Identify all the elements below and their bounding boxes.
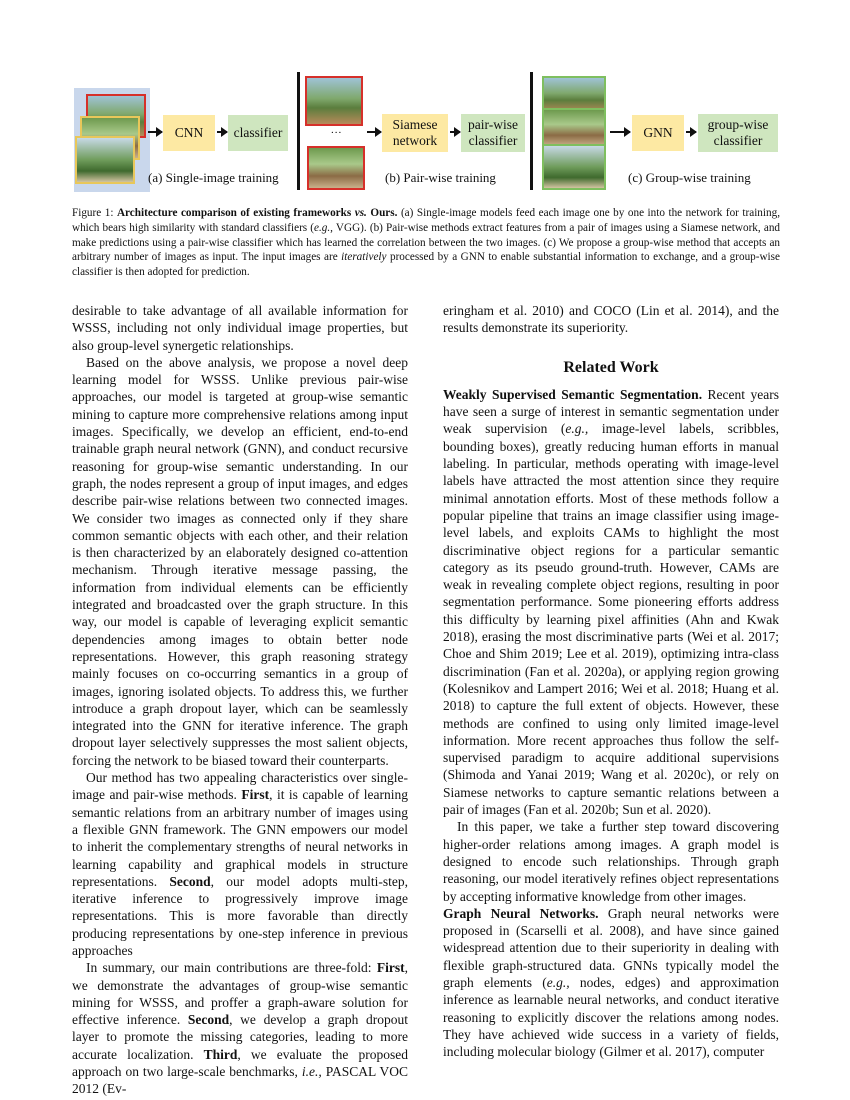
left-column [72, 302, 408, 1098]
group-wise-classifier-box [698, 114, 778, 152]
pair-classifier-line1: pair-wise [468, 117, 518, 132]
figure-1 [72, 72, 780, 196]
cnn-label: CNN [174, 125, 204, 140]
subsection-title: Weakly Supervised Semantic Segmentation. [443, 386, 703, 402]
arrow [610, 131, 630, 133]
paragraph: Based on the above analysis, we propose a novel deep learning model for WSSS. Unlike previous pair-wise approaches, our model is targeted at group-wise semantic mining to capture more comprehensive relations among input images. Specifically, we develop an efficient, end-to-end trainable graph neural network (GNN), and conduct recursive reasoning for group-wise semantic understanding. In our graph, the nodes represent a group of input images, and edges describe pair-wise relations between two connected images. We consider two images as connected only if they share common semantic objects with each other, and their relation is then characterized by an elaborately designed co-attention mechanism. Through iterative message passing, the information from individual elements can be efficiently integrated and broadcasted over the graph structure. In this way, our model is capable of leveraging explicit semantic dependencies among images to obtain better node representations. However, this graph reasoning strategy mainly focuses on co-occurring semantics in a group of images, ignoring isolated objects. To address this, we further introduce a graph dropout layer, which can be seamlessly integrated into the GNN for iterative inference. The graph dropout layer selectively suppresses the most salient objects, forcing the network to be biased toward their counterparts. [72, 354, 408, 768]
panel-pair-wise [305, 72, 525, 196]
input-image [542, 108, 606, 148]
input-image-2 [307, 146, 365, 190]
panel-divider [297, 72, 300, 190]
panel-single-image [72, 72, 292, 196]
siamese-line1: Siamese [392, 117, 438, 132]
section-heading: Related Work [563, 358, 659, 376]
right-column [443, 302, 779, 1060]
gnn-box [632, 115, 684, 151]
cnn-box [163, 115, 215, 151]
caption-text: (a) Single-image models feed each image one by one into the network for training, which bears high similarity with standard classifiers ( [72, 207, 780, 234]
group-classifier-line2: classifier [713, 133, 763, 148]
arrow [367, 131, 381, 133]
input-image [75, 136, 135, 184]
caption-text: processed by a GNN to enable substantial information to exchange, and a group-wise classifier is then adopted for prediction. [72, 251, 780, 279]
input-image [542, 144, 606, 190]
siamese-line2: network [392, 133, 438, 148]
siamese-network-box [382, 114, 448, 152]
paragraph: eringham et al. 2010) and COCO (Lin et al. 2014), and the results demonstrate its superiority. [443, 303, 779, 336]
paragraph: Graph Neural Networks. Graph neural networks were proposed in (Scarselli et al. 2008), and have since gained widespread attention due to their superiority in dealing with flexible graph-structured data. GNNs typically model the graph elements (e.g., nodes, edges) and approximation inference as learnable neural networks, and conduct iterative reasoning to explicitly discover the relations among nodes. They have achieved wide success in a variety of fields, including molecular biology (Gilmer et al. 2017), computer [443, 905, 780, 1060]
subsection-title: Graph Neural Networks. [443, 905, 599, 921]
group-classifier-line1: group-wise [707, 117, 769, 132]
classifier-box [228, 115, 288, 151]
arrow [450, 131, 460, 133]
classifier-label: classifier [233, 125, 283, 140]
panel-b-label: (b) Pair-wise training [385, 170, 496, 185]
caption-prefix: Figure 1: [72, 207, 117, 219]
caption-eg: e.g., [314, 221, 333, 234]
caption-bold-end: Ours. [366, 207, 398, 219]
panel-group-wise [540, 72, 780, 196]
caption-iteratively: iteratively [341, 251, 387, 264]
panel-divider [530, 72, 533, 190]
arrow [217, 131, 227, 133]
paragraph: desirable to take advantage of all available information for WSSS, including not only individual image properties, but also group-level synergetic relationships. [72, 303, 408, 353]
input-image-1 [305, 76, 363, 126]
caption-bold: Architecture comparison of existing frameworks [116, 207, 355, 219]
pair-classifier-line2: classifier [468, 133, 518, 148]
paragraph: Our method has two appealing characteristics over single-image and pair-wise methods. First, it is capable of learning semantic relations from an arbitrary number of images using a flexible GNN framework. The GNN empowers our model to inherit the complementary strengths of neural networks in learning capability and graphical models in structure representations. Second, our model adopts multi-step, iterative inference to progressively improve image representations. This is more favorable than directly producing representations by one-step inference in previous approaches [72, 770, 408, 958]
caption-text: VGG). (b) Pair-wise methods extract features from a pair of images using a Siamese network, and make predictions using a pair-wise classifier which has learned the correlation between the two images. (c) We propose a group-wise method that accepts an arbitrary number of images as input. The input images are [72, 221, 781, 264]
panel-c-label: (c) Group-wise training [628, 170, 751, 185]
panel-a-label: (a) Single-image training [148, 170, 279, 185]
gnn-label: GNN [643, 125, 673, 140]
figure-caption [72, 206, 780, 280]
arrow [686, 131, 696, 133]
arrow [148, 131, 162, 133]
paragraph: In summary, our main contributions are three-fold: First, we demonstrate the advantages of group-wise semantic mining for WSSS, and proffer a graph-aware solution for effective inference. Second, we develop a graph dropout layer to promote the missing categories, leading to more accurate localization. Third, we evaluate the proposed approach on two large-scale benchmarks, i.e., PASCAL VOC 2012 (Ev- [72, 960, 408, 1097]
caption-bold-italic: vs. [354, 207, 367, 219]
paragraph: In this paper, we take a further step toward discovering higher-order relations among images. A graph model is designed to encode such relationships. Through graph reasoning, our model iteratively refines object representations by accepting informative knowledge from other images. [443, 819, 779, 904]
ellipsis: ... [331, 124, 343, 136]
paragraph: Weakly Supervised Semantic Segmentation. Recent years have seen a surge of interest in semantic segmentation under weak supervision (e.g., image-level labels, scribbles, bounding boxes), greatly reducing human efforts in manual labeling. In particular, methods operating with image-level labels have attracted the most attention since they require minimal annotation efforts. Most of these methods follow a popular pipeline that trains an image classifier using image-level labels, and exploits CAMs to highlight the most discriminative object regions for a particular semantic category as its pseudo ground-truth. However, CAMs are weak in revealing complete object regions, resulting in poor segmentation performance. Some pioneering efforts address this difficulty by learning pixel affinities (Ahn and Kwak 2018), erasing the most discriminative parts (Wei et al. 2017; Choe and Shim 2019; Lee et al. 2019), optimizing intra-class discrimination (Fan et al. 2020a), or applying region growing (Kolesnikov and Lampert 2016; Wei et al. 2018; Huang et al. 2018) to capture the full extent of objects. However, these methods are confined to using only limited image-level information. More recent approaches thus follow the self-supervised paradigm to acquire additional supervisions (Shimoda and Yanai 2019; Wang et al. 2020c), or rely on Siamese networks to capture semantic relations between a pair of images (Fan et al. 2020b; Sun et al. 2020). [443, 386, 779, 818]
pair-wise-classifier-box [461, 114, 525, 152]
